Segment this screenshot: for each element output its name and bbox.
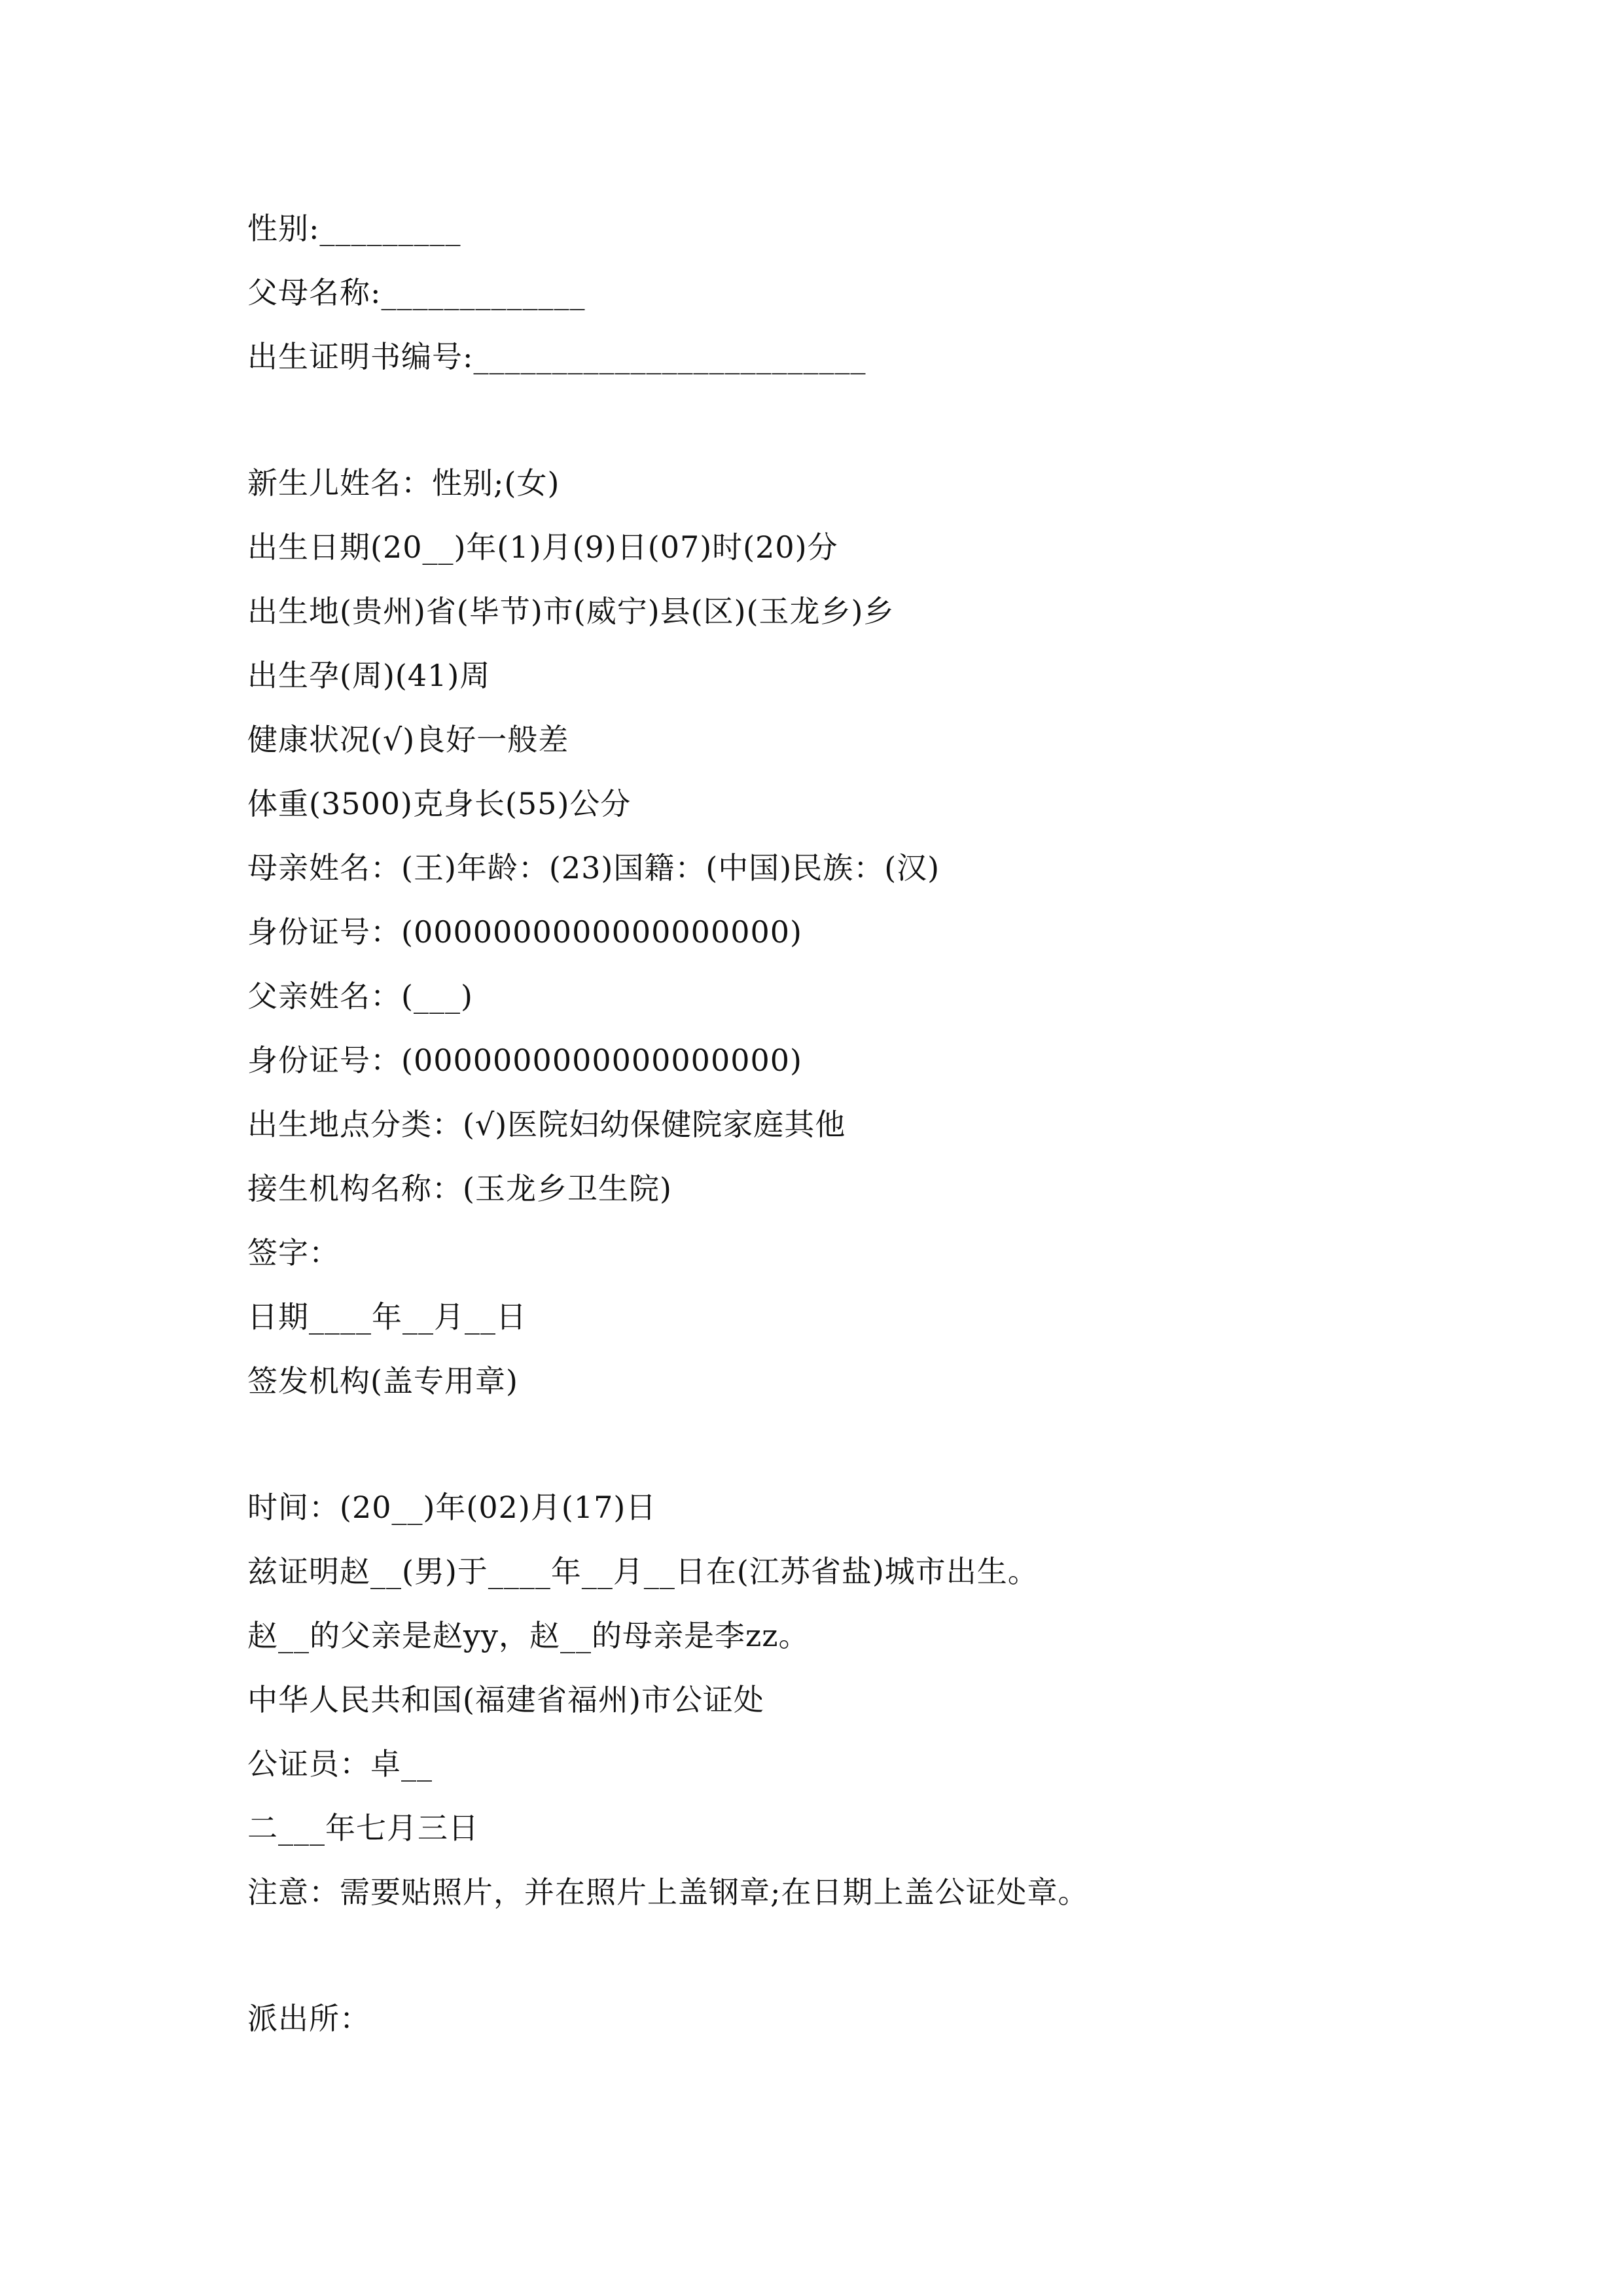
police-station-line: 派出所：: [247, 2001, 370, 2036]
police-station-section: [247, 1986, 1491, 2051]
basic-info-section: [247, 196, 1491, 389]
date-blank-line: 日期____年__月__日: [247, 1299, 527, 1335]
birth-place-line: 出生地(贵州)省(毕节)市(威宁)县(区)(玉龙乡)乡: [247, 594, 895, 629]
birth-certificate-number-field-line: 出生证明书编号:_________________________: [247, 339, 866, 374]
gender-field-line: 性别:_________: [247, 211, 461, 246]
note-line: 注意：需要贴照片，并在照片上盖钢章;在日期上盖公证处章。: [247, 1874, 1089, 1910]
issuing-authority-line: 签发机构(盖专用章): [247, 1363, 518, 1399]
section-spacer: [247, 1924, 1491, 1986]
document-body: [247, 196, 1491, 2051]
delivery-institution-line: 接生机构名称：(玉龙乡卫生院): [247, 1171, 672, 1206]
birth-date-line: 出生日期(20__)年(1)月(9)日(07)时(20)分: [247, 529, 838, 565]
notarial-certificate-section: [247, 1475, 1491, 1924]
birth-place-category-line: 出生地点分类：(√)医院妇幼保健院家庭其他: [247, 1107, 846, 1142]
notary-officer-line: 公证员：卓__: [247, 1746, 433, 1782]
mother-info-line: 母亲姓名：(王)年龄：(23)国籍：(中国)民族：(汉): [247, 850, 940, 886]
notary-date-line: 二___年七月三日: [247, 1810, 479, 1846]
mother-id-number-line: 身份证号：(0000000000000000000): [247, 914, 802, 950]
notary-time-line: 时间：(20__)年(02)月(17)日: [247, 1490, 657, 1525]
health-status-line: 健康状况(√)良好一般差: [247, 722, 569, 757]
father-id-number-line: 身份证号：(0000000000000000000): [247, 1043, 802, 1078]
newborn-name-gender-line: 新生儿姓名：性别;(女): [247, 465, 560, 501]
father-name-line: 父亲姓名：(___): [247, 978, 473, 1014]
certification-statement-line: 兹证明赵__(男)于____年__月__日在(江苏省盐)城市出生。: [247, 1554, 1039, 1589]
gestation-weeks-line: 出生孕(周)(41)周: [247, 658, 491, 693]
parents-name-field-line: 父母名称:_____________: [247, 275, 586, 310]
section-spacer: [247, 1413, 1491, 1475]
signature-line: 签字：: [247, 1235, 340, 1270]
notary-office-line: 中华人民共和国(福建省福州)市公证处: [247, 1682, 764, 1717]
birth-medical-certificate-section: [247, 451, 1491, 1413]
parents-statement-line: 赵__的父亲是赵yy，赵__的母亲是李zz。: [247, 1618, 810, 1653]
weight-length-line: 体重(3500)克身长(55)公分: [247, 786, 632, 821]
section-spacer: [247, 389, 1491, 451]
